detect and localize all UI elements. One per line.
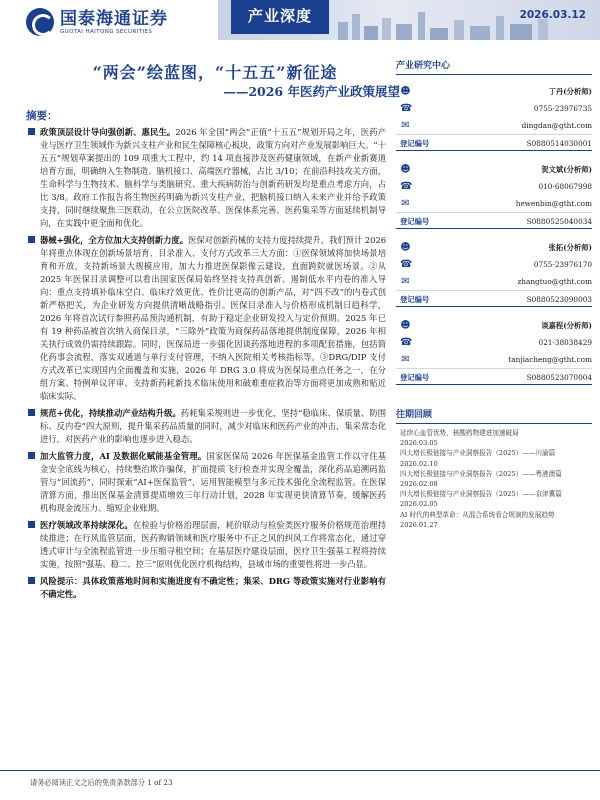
analyst-phone: 0755-23976735 [533,104,592,113]
analyst-reg-number: S0880523070004 [526,373,592,382]
analyst-email[interactable]: hewenbin@gtht.com [515,199,592,208]
paragraph-text: 药耗集采规则进一步优化，坚持“稳临床、保质量、防围标、反内卷”四大原则，提升集采药品质量的同时，减少对临床和医药产业的冲击，集采常态化进行，对医药产业的影响也逐步进入稳态。 [40,408,386,444]
phone-icon: ☎ [400,337,413,348]
paragraph-lead: 规范+优化，持续推动产业结构升级。 [40,408,181,418]
bullet-square-icon [28,236,35,243]
paragraph-text: 国家医保局 2026 年医保基金监管工作以守住基金安全底线为核心，持续整治欺诈骗保，扩面提质飞行检查并实现全覆盖，深化药品追溯码监管与“回流药”，同时探索“AI+医保监管”，运用智能模型与多元技术强化全流程监管。在医保清算方面，推出医保基金清算提质增效三年行动计划，2028 年实现更快清算节奏，缓解医药机构现金流压力、缩短企业账期。 [40,451,386,513]
bullet-square-icon [28,128,35,135]
abstract-paragraph [40,407,386,446]
paragraph-lead: 医疗领域改革持续深化。 [40,520,133,530]
analyst-phone: 010-68067998 [538,182,592,191]
paragraph-text: 医保对创新药械的支持力度持续提升，我们预计 2026 年将重点体现在创新场景培育、目录准入、支付方式改革三大方面：①医保领域将加快场景培育和开放，支持新场景大规模应用，加大力推进医保影像云建设，直面跨院就医场景。②从 2025 年医保目录调整可以看出国家医保局始终坚持支持真创新、遏制低水平内卷的准入导向：重点支持填补临床空白、临床疗效更优、性价比更高的创新产品，对“四不改”的内卷式创新严格把关，为企业研发方向提供清晰战略指引。医保目录准入与价格形成机制日趋科学，2026 年将首次试行参照药品预沟通机制，有助于稳定企业研发投入与定价预期。2025 年已有 19 种药品被首次纳入商保目录，“三除外”政策为商保药品落地提供制度保障，2026 年相关执行成效仍需持续跟踪。同时，医保局进一步强化因谈药落地进程的多项配套措施，包括简化药事会流程，落实双通道与单行支付管理，不纳入医院相关考核指标等。③DRG/DIP 支付方式改革已实现国内全面覆盖和实施，2026 年 DRG 3.0 将成为医保局重点任务之一，在分组方案、特例单议评审、支持新药耗新技术临床使用和破难重症救治等方面将更加成熟和贴近临床实际。 [40,235,387,401]
abstract-label: 摘要： [26,110,58,122]
bullet-square-icon [28,521,35,528]
past-report-date: 2026.03.05 [400,439,438,448]
reg-label: 登记编号 [400,217,430,226]
paragraph-lead: 风险提示：具体政策落地时间和实施进度有不确定性；集采、DRG 等政策实施对行业影响有不确定性。 [40,576,386,599]
report-date: 2026.03.12 [519,9,586,21]
past-report-link[interactable]: 四大增长极链接与产业洞察报告（2025）——京津冀篇 2026.02.05 [400,490,562,509]
phone-icon: ☎ [400,103,413,114]
past-report-link[interactable]: 四大增长极链接与产业洞察报告（2025）——川渝篇 2026.02.10 [400,449,556,468]
analyst-card [396,83,592,151]
analyst-card [396,161,592,229]
report-header [0,0,600,44]
paragraph-text: 2026 年全国“两会”正值“十五五”规划开局之年，医药产业与医疗卫生领域作为新兴支柱产业和民生保障核心板块，政策方向对产业发展影响巨大。“十五五”规划草案提出的 109 项重大工程中，约 14 项直接涉及医药健康领域，在新产业新赛道培育方面，明确纳入生物制造、脑机接口、高端医疗器械，占比 3/10；在前沿科技攻关方面，生命科学与生物技术、脑科学与类脑研究、重大疾病防治与创新药研发均是重点考虑方向，占比 3/8。政府工作报告将生物医药明确为新兴支柱产业，把脑机接口纳入未来产业并给予政策支持，同时继续聚焦三医联动，在公立医院改革、医保体系完善、医药集采等方面延续机制导向，在实践中更全面和优化。 [40,127,386,228]
page-footer: 请务必阅读正文之后的免责条款部分 1 of 23 [30,778,173,787]
phone-icon: ☎ [400,259,413,270]
footer-divider [0,770,600,771]
logo-mark-icon [26,8,54,36]
analyst-name: 张拓(分析师) [548,243,592,252]
risk-warning [40,575,386,601]
report-type-tag: 产业深度 [231,0,329,34]
sidebar-heading: 产业研究中心 [396,58,592,75]
bullet-square-icon [28,452,35,459]
report-subtitle: ——2026 年医药产业政策展望 [223,84,400,99]
analyst-email[interactable]: dingdan@gtht.com [521,121,592,130]
company-logo [26,8,168,36]
sidebar [396,58,592,530]
abstract-paragraph [40,234,386,403]
abstract-body [40,126,386,605]
past-report-link[interactable]: AI 时代的典型革命：从混合系统看合规演的发展趋势 2026.01.27 [400,510,555,529]
analyst-phone: 021-38038429 [538,338,592,347]
analyst-reg-number: S0880523090003 [526,295,592,304]
person-icon: ☻ [400,164,411,175]
person-icon: ☻ [400,242,411,253]
analyst-name: 丁丹(分析师) [548,87,592,96]
analyst-reg-number: S0880525040034 [526,217,592,226]
analyst-email[interactable]: zhangtuo@gtht.com [517,277,592,286]
analyst-name: 贺文斌(分析师) [541,165,592,174]
analyst-email[interactable]: tanjiacheng@gtht.com [508,355,592,364]
analyst-phone: 0755-23976170 [533,260,592,269]
analyst-reg-number: S0880514030001 [526,139,592,148]
phone-icon: ☎ [400,181,413,192]
analyst-card [396,317,592,385]
paragraph-text: 在检验与价格治理层面，耗价联动与检验类医疗服务价格规范治理持续推进；在行风监管层面，医药购销领域和医疗服务中不正之风的纠风工作将常态化，通过穿透式审计与全流程监管进一步压缩寻租空间；在基层医疗建设层面，医疗卫生强基工程将持续实施，按照“强基、稳二、控三”原则优化医疗机构结构，县域市场的重要性将进一步凸显。 [40,520,386,569]
reg-label: 登记编号 [400,295,430,304]
logo-name-en: GUOTAI HAITONG SECURITIES [60,29,153,35]
bullet-square-icon [28,409,35,416]
paragraph-lead: 政策顶层设计导向强创新、惠民生。 [40,127,176,137]
past-report-link[interactable]: 延续心血管优势，核酸药物建进加速破局 [400,429,519,437]
abstract-paragraph [40,519,386,571]
paragraph-lead: 器械+强化，全方位加大支持创新力度。 [40,235,189,245]
past-reports-heading: 往期回顾 [396,407,592,424]
reg-label: 登记编号 [400,373,430,382]
email-icon: ✉ [401,198,410,209]
email-icon: ✉ [401,354,410,365]
person-icon: ☻ [400,86,411,97]
email-icon: ✉ [401,276,410,287]
email-icon: ✉ [401,120,410,131]
person-icon: ☻ [400,320,411,331]
logo-name-cn: 国泰海通证券 [60,9,168,29]
paragraph-lead: 加大监管力度，AI 及数据化赋能基金管理。 [40,451,207,461]
analyst-name: 谈嘉程(分析师) [541,321,592,330]
reg-label: 登记编号 [400,139,430,148]
past-report-link[interactable]: 四大增长极链接与产业洞察报告（2025）——粤港澳篇 2026.02.08 [400,469,562,489]
abstract-paragraph [40,126,386,230]
report-title: “两会”绘蓝图，“十五五”新征途 [92,63,338,82]
bullet-square-icon [28,577,35,584]
abstract-paragraph [40,450,386,515]
analyst-card [396,239,592,307]
